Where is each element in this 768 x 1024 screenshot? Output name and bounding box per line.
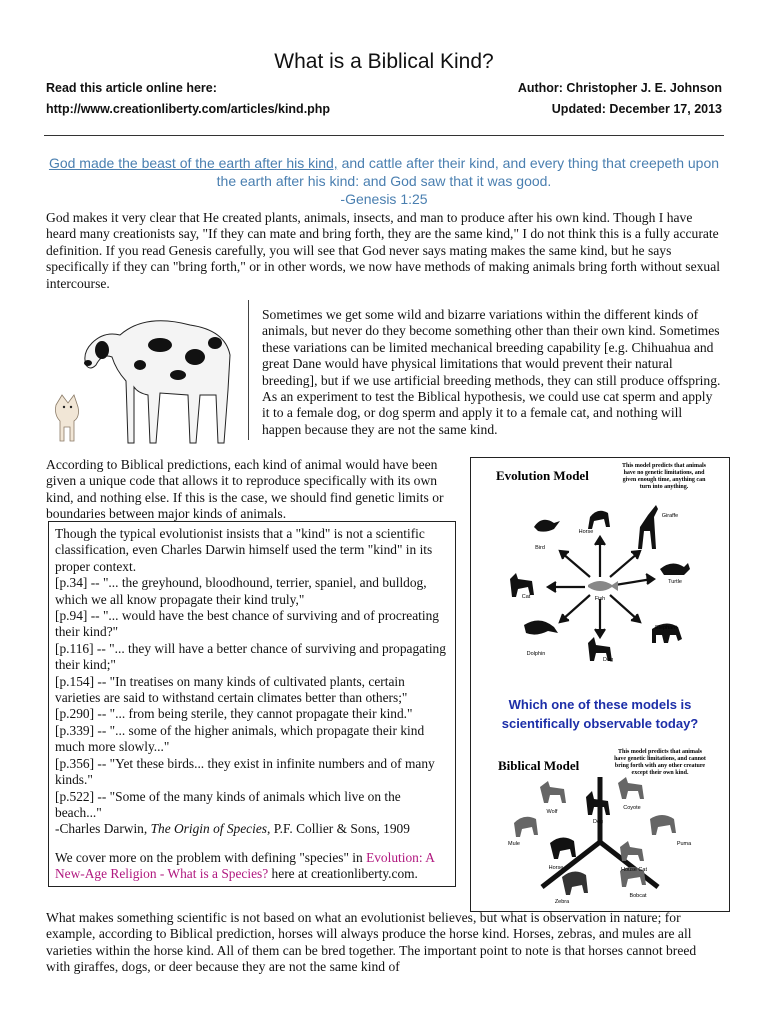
- bib-label: Mule: [508, 841, 520, 847]
- evo-label: Dog: [602, 657, 614, 663]
- quote-line: [p.522] -- "Some of the many kinds of animals which live on the beach...": [55, 788, 401, 820]
- bib-note-line: bring forth with any other creature: [614, 763, 706, 769]
- scripture-quote: [46, 154, 722, 208]
- quote-line: [p.339] -- "... some of the higher animals, which propagate their kind much more slowly...": [55, 722, 425, 755]
- author-label: Author: Christopher J. E. Johnson: [517, 81, 722, 95]
- evo-label: Giraffe: [661, 513, 679, 519]
- dogs-photo: [50, 295, 246, 445]
- bib-label: Horse: [548, 865, 564, 871]
- paragraph-intro: God makes it very clear that He created plants, animals, insects, and man to produce after his own kind. Though I have heard many creationists say, "If they can mate and bring forth, they are the same kind," I do not think this is a fully accurate definition. If you read Genesis carefully, you will see that God never says mating makes the same kind, but he says specifically if they can "bring forth," or in other words, we now have methods of making animals bring forth without sexual intercourse.: [46, 210, 721, 291]
- bib-note-line: This model predicts that animals: [618, 749, 702, 755]
- paragraph-variations: Sometimes we get some wild and bizarre variations within the different kinds of animals, but never do they become something other than their own kind. Sometimes these variations can be limited mechanical breeding capability [e.g. Chihuahua and great Dane would have physical limitations that would prevent their natural breeding], but if we use artificial breeding methods, they can still produce offspring. As an experiment to test the Biblical hypothesis, we could use cat sperm and apply it to a female dog, or dog sperm and apply it to a female cat, and nothing will happen because they are not the same kind.: [262, 307, 721, 437]
- quote-line: [p.94] -- "... would have the best chance of surviving and of procreating their kind?": [55, 608, 439, 640]
- great-dane-icon: [84, 321, 230, 443]
- header-divider: [44, 135, 724, 136]
- page-title: What is a Biblical Kind?: [274, 50, 494, 73]
- citation-suffix: , P.F. Collier & Sons, 1909: [267, 821, 410, 837]
- evo-label: Horse: [578, 529, 594, 535]
- evo-note-line: have no genetic limitations, and: [623, 470, 705, 476]
- bib-label: Dog: [592, 819, 604, 825]
- quote-line: [p.290] -- "... from being sterile, they cannot propagate their kind.": [55, 706, 413, 722]
- article-url-link[interactable]: http://www.creationliberty.com/articles/kind.php: [46, 102, 331, 116]
- evo-title: Evolution Model: [496, 468, 589, 483]
- question-line: scientifically observable today?: [501, 716, 699, 731]
- evo-label: Dolphin: [526, 651, 546, 657]
- evo-label: Cat: [521, 594, 531, 600]
- evo-label: Fish: [594, 596, 606, 602]
- evo-note-line: This model predicts that animals: [622, 463, 706, 469]
- paragraph-predictions: According to Biblical predictions, each kind of animal would have been given a unique code that allows it to reproduce specifically with its own kind, and nothing else. If this is the case, we should find genetic limits or boundaries between major kinds of animals.: [46, 457, 444, 522]
- quote-line: [p.34] -- "... the greyhound, bloodhound, terrier, spaniel, and bulldog, which we all know propagate their kind truly,": [55, 575, 427, 607]
- quote-line: [p.154] -- "In treatises on many kinds of cultivated plants, certain varieties are said to withstand certain climates better than others;": [55, 673, 408, 706]
- species-article-link[interactable]: Evolution: A New-Age Religion - What is a Species?: [55, 849, 435, 882]
- bib-label: Bobcat: [629, 893, 647, 899]
- chihuahua-icon: [56, 395, 79, 441]
- bib-label: House Cat: [621, 867, 647, 873]
- darwin-quote-box: [48, 521, 456, 887]
- more-prefix: We cover more on the problem with defining "species" in: [55, 849, 367, 865]
- image-divider: [248, 300, 249, 440]
- citation-book: The Origin of Species: [150, 821, 267, 837]
- scripture-rest: and cattle after their kind, and every thing that creepeth upon the earth after his kind: and God saw that it was good.: [216, 155, 720, 189]
- bib-label: Puma: [676, 841, 692, 847]
- question-line: Which one of these models is: [508, 697, 692, 712]
- scripture-reference: -Genesis 1:25: [340, 191, 428, 207]
- bib-label: Coyote: [623, 805, 641, 811]
- quote-line: [p.116] -- "... they will have a better chance of surviving and propagating their kind;": [55, 640, 446, 673]
- evo-label: Elephant: [655, 625, 677, 631]
- evo-note-line: turn into anything.: [639, 484, 689, 490]
- bib-note-line: have genetic limitations, and cannot: [614, 756, 706, 762]
- article-meta: [518, 78, 722, 120]
- updated-date: Updated: December 17, 2013: [551, 102, 722, 116]
- bib-note-line: except their own kind.: [631, 770, 689, 776]
- evo-note-line: given enough time, anything can: [622, 477, 706, 483]
- bib-label: Zebra: [554, 899, 570, 905]
- models-figure: [470, 457, 730, 912]
- more-info-note: [55, 850, 449, 883]
- more-suffix: here at creationliberty.com.: [268, 866, 418, 882]
- quote-citation: [55, 821, 449, 837]
- scripture-underlined: God made the beast of the earth after his kind,: [48, 155, 338, 171]
- bib-title: Biblical Model: [498, 758, 580, 773]
- read-online-label: Read this article online here:: [46, 81, 217, 95]
- paragraph-observation: What makes something scientific is not based on what an evolutionist believes, but what is observation in nature; for example, according to Biblical prediction, horses will always produce the horse kind. Horses, zebras, and mules are all varieties within the horse kind. All of them can be bred together. The important point to note is that horses cannot breed with giraffes, dogs, or deer because they are not the same kind of: [46, 910, 697, 975]
- quote-line: [p.356] -- "Yet these birds... they exist in infinite numbers and of many kinds.": [55, 755, 435, 788]
- citation-prefix: -Charles Darwin,: [55, 821, 151, 837]
- bib-label: Wolf: [546, 809, 558, 815]
- quote-line: Though the typical evolutionist insists that a "kind" is not a scientific classification, even Charles Darwin himself used the term "kind" in its proper context.: [55, 526, 433, 574]
- article-source: [46, 78, 330, 120]
- evo-label: Turtle: [668, 579, 682, 585]
- evo-label: Bird: [535, 545, 545, 551]
